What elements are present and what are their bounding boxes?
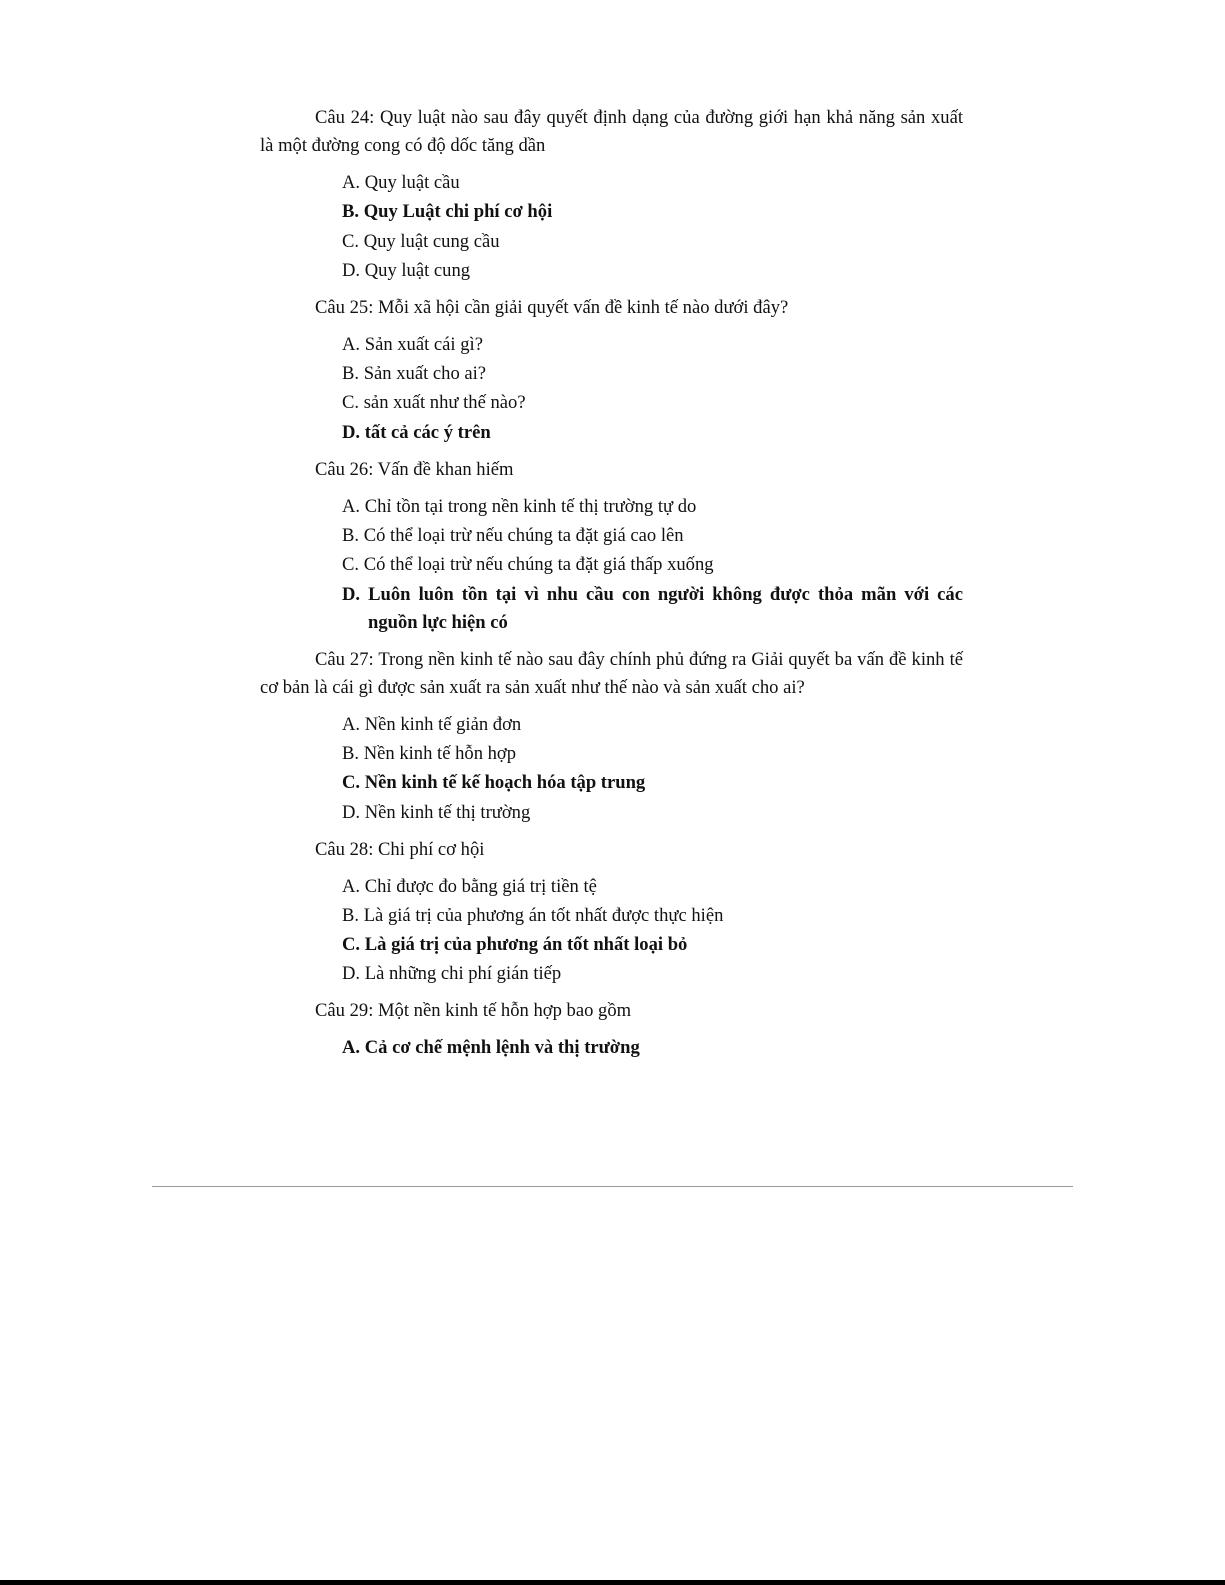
option-27-d: D. Nền kinh tế thị trường — [342, 801, 531, 823]
option-25-a: A. Sản xuất cái gì? — [342, 333, 483, 355]
option-28-a: A. Chỉ được đo bằng giá trị tiền tệ — [342, 875, 597, 897]
question-25-options — [260, 331, 963, 447]
option-25-b: B. Sản xuất cho ai? — [342, 363, 487, 385]
option-26-d-correct: D. Luôn luôn tồn tại vì nhu cầu con người không được thỏa mãn với các nguồn lực hiện có — [342, 583, 963, 633]
option-24-c: C. Quy luật cung cầu — [342, 230, 500, 252]
question-28: Câu 28: Chi phí cơ hội — [315, 838, 485, 860]
option-28-b: B. Là giá trị của phương án tốt nhất được thực hiện — [342, 904, 724, 926]
question-27: Câu 27: Trong nền kinh tế nào sau đây chính phủ đứng ra Giải quyết ba vấn đề kinh tế cơ bản là cái gì được sản xuất ra sản xuất như thế nào và sản xuất cho ai? — [260, 648, 963, 698]
option-28-d: D. Là những chi phí gián tiếp — [342, 963, 562, 985]
question-24-options — [260, 169, 963, 285]
option-27-a: A. Nền kinh tế giản đơn — [342, 713, 522, 735]
option-29-a-correct: A. Cả cơ chế mệnh lệnh và thị trường — [342, 1037, 640, 1059]
page-divider — [152, 1186, 1073, 1187]
question-24: Câu 24: Quy luật nào sau đây quyết định dạng của đường giới hạn khả năng sản xuất là một đường cong có độ dốc tăng dần — [260, 107, 963, 156]
option-28-c-correct: C. Là giá trị của phương án tốt nhất loại bỏ — [342, 934, 688, 956]
option-24-b-correct: B. Quy Luật chi phí cơ hội — [342, 201, 553, 223]
question-27-options — [260, 711, 963, 827]
option-25-d-correct: D. tất cả các ý trên — [342, 421, 491, 443]
question-26: Câu 26: Vấn đề khan hiếm — [315, 458, 514, 480]
question-29-options — [260, 1034, 963, 1062]
question-25: Câu 25: Mỗi xã hội cần giải quyết vấn đề kinh tế nào dưới đây? — [315, 296, 789, 318]
bottom-edge-bar — [0, 1580, 1225, 1585]
option-26-b: B. Có thể loại trừ nếu chúng ta đặt giá cao lên — [342, 525, 684, 547]
question-29: Câu 29: Một nền kinh tế hỗn hợp bao gồm — [315, 1000, 632, 1022]
option-25-c: C. sản xuất như thế nào? — [342, 392, 526, 414]
question-26-options — [260, 493, 963, 637]
option-26-a: A. Chỉ tồn tại trong nền kinh tế thị trường tự do — [342, 495, 697, 517]
option-24-d: D. Quy luật cung — [342, 259, 471, 281]
option-27-b: B. Nền kinh tế hỗn hợp — [342, 742, 517, 764]
quiz-content — [260, 104, 963, 1071]
option-26-c: C. Có thể loại trừ nếu chúng ta đặt giá thấp xuống — [342, 554, 714, 576]
option-24-a: A. Quy luật cầu — [342, 172, 460, 193]
question-28-options — [260, 873, 963, 989]
option-27-c-correct: C. Nền kinh tế kế hoạch hóa tập trung — [342, 772, 646, 794]
